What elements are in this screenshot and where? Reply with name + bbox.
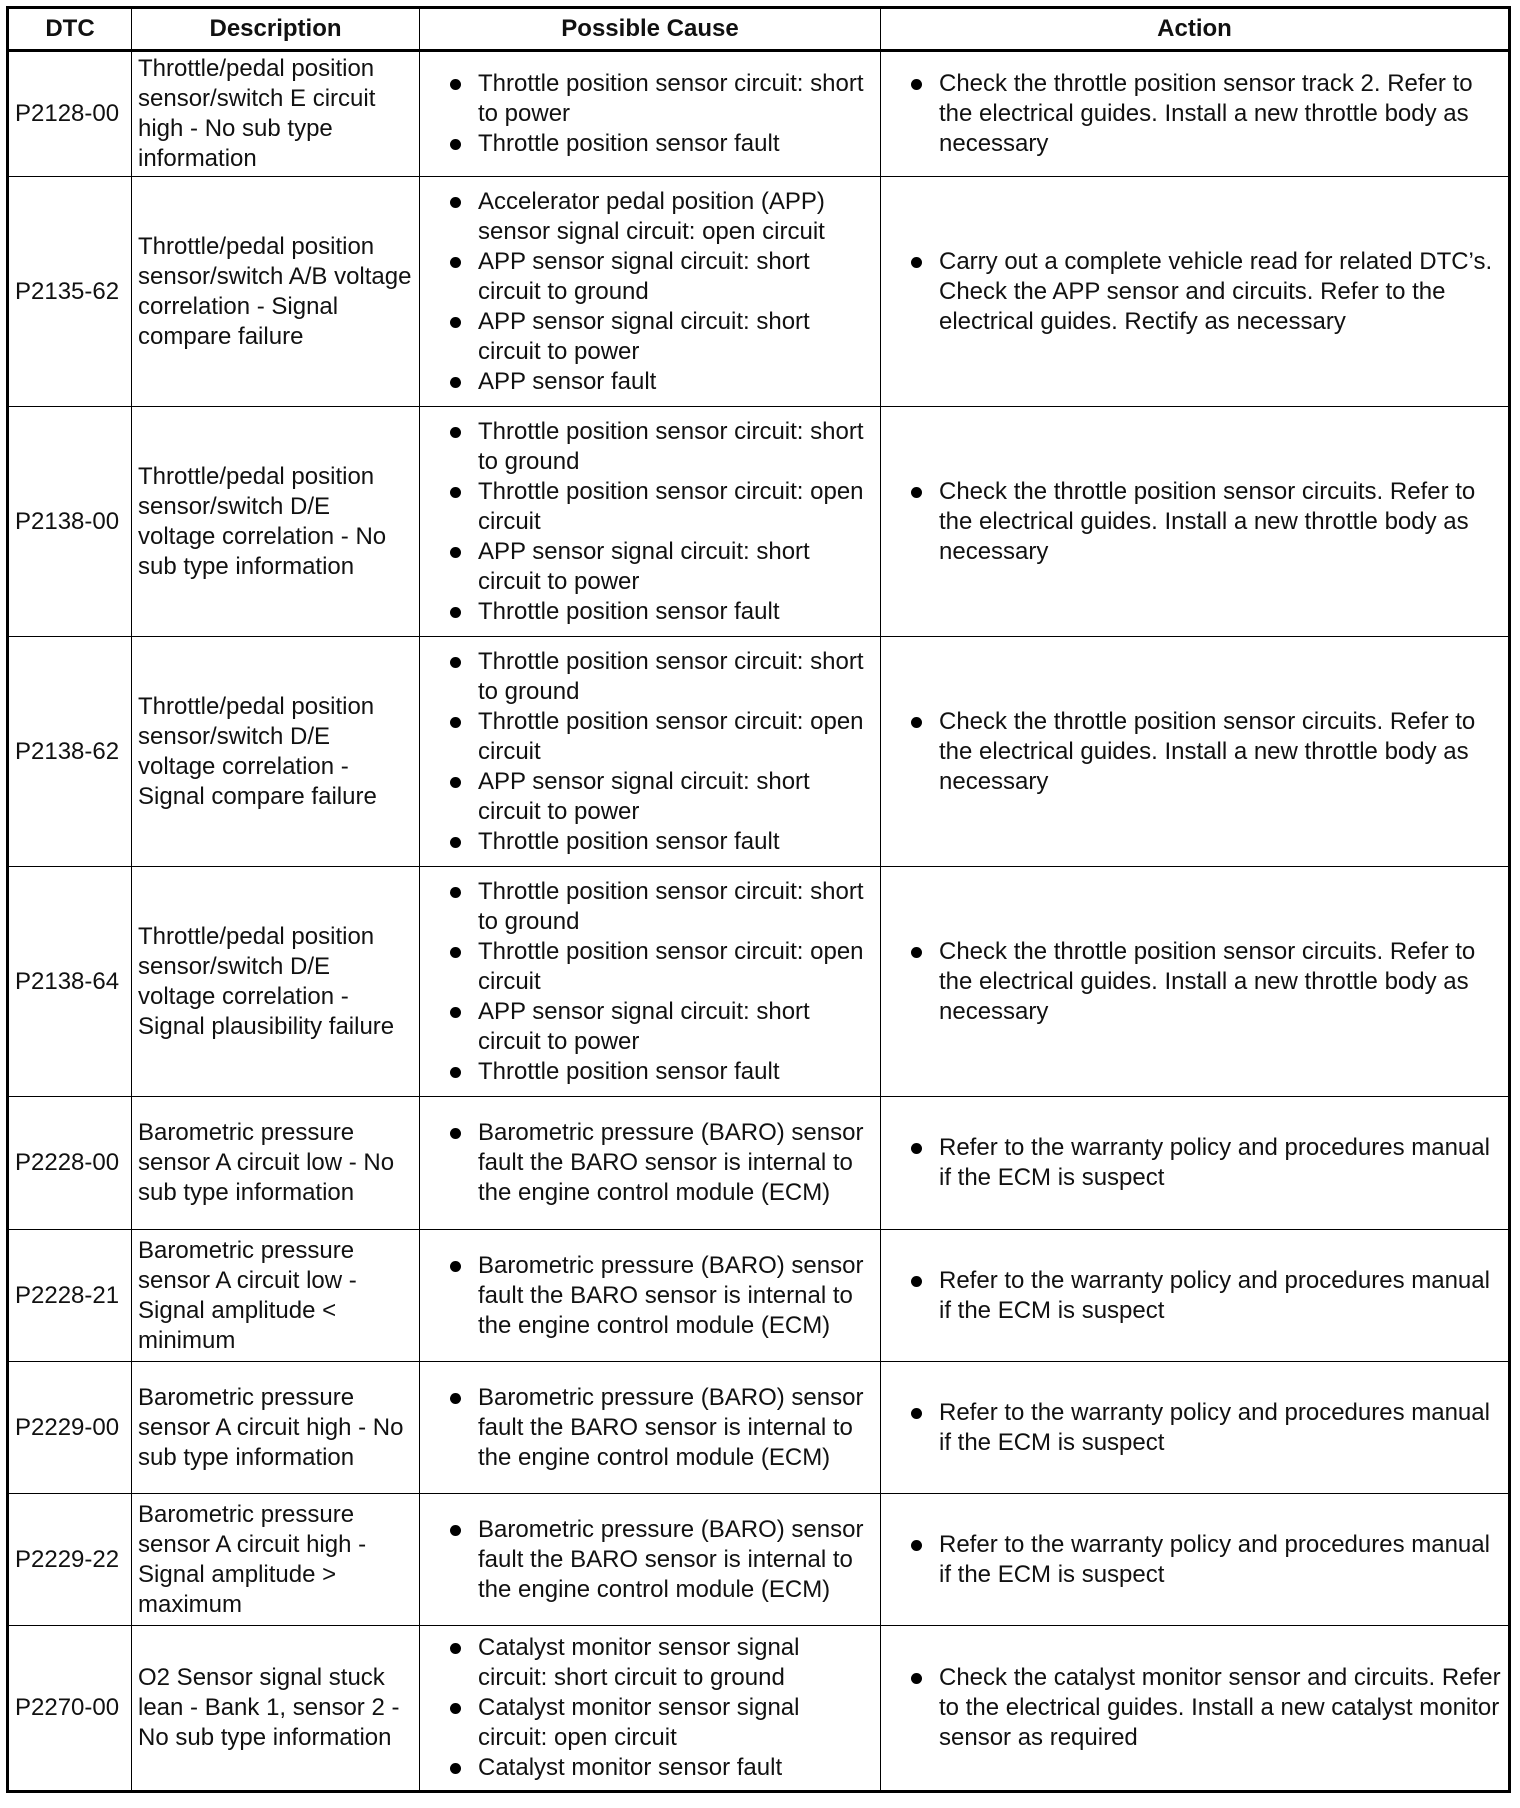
possible-causes xyxy=(420,1362,881,1494)
dtc-description: Barometric pressure sensor A circuit high - Signal amplitude > maximum xyxy=(132,1494,420,1626)
cause-item: Barometric pressure (BARO) sensor fault the BARO sensor is internal to the engine control module (ECM) xyxy=(426,1383,874,1473)
actions xyxy=(881,1230,1510,1362)
header-dtc: DTC xyxy=(8,8,132,51)
cause-item: Catalyst monitor sensor signal circuit: open circuit xyxy=(426,1693,874,1753)
action-item: Refer to the warranty policy and procedures manual if the ECM is suspect xyxy=(887,1398,1502,1458)
cause-item: Throttle position sensor circuit: short to power xyxy=(426,69,874,129)
dtc-code: P2138-64 xyxy=(8,867,132,1097)
cause-item: Accelerator pedal position (APP) sensor signal circuit: open circuit xyxy=(426,187,874,247)
table-row xyxy=(8,637,1510,867)
cause-item: APP sensor signal circuit: short circuit to power xyxy=(426,767,874,827)
possible-causes xyxy=(420,407,881,637)
dtc-code: P2138-00 xyxy=(8,407,132,637)
action-item: Check the throttle position sensor circuits. Refer to the electrical guides. Install a new throttle body as necessary xyxy=(887,707,1502,797)
dtc-description: O2 Sensor signal stuck lean - Bank 1, sensor 2 - No sub type information xyxy=(132,1626,420,1792)
cause-item: APP sensor fault xyxy=(426,367,874,397)
cause-list xyxy=(426,1515,874,1605)
possible-causes xyxy=(420,1097,881,1230)
cause-list xyxy=(426,1383,874,1473)
cause-item: Barometric pressure (BARO) sensor fault the BARO sensor is internal to the engine control module (ECM) xyxy=(426,1515,874,1605)
action-item: Carry out a complete vehicle read for related DTC’s. Check the APP sensor and circuits. Refer to the electrical guides. Rectify as necessary xyxy=(887,247,1502,337)
table-row xyxy=(8,1626,1510,1792)
table-row xyxy=(8,1097,1510,1230)
cause-list xyxy=(426,69,874,159)
cause-item: Catalyst monitor sensor fault xyxy=(426,1753,874,1783)
actions xyxy=(881,867,1510,1097)
table-row xyxy=(8,1230,1510,1362)
dtc-description: Throttle/pedal position sensor/switch D/E voltage correlation - No sub type information xyxy=(132,407,420,637)
table-body xyxy=(8,51,1510,1792)
actions xyxy=(881,1362,1510,1494)
action-item: Refer to the warranty policy and procedures manual if the ECM is suspect xyxy=(887,1530,1502,1590)
header-description: Description xyxy=(132,8,420,51)
dtc-code: P2270-00 xyxy=(8,1626,132,1792)
table-row xyxy=(8,1494,1510,1626)
action-list xyxy=(887,1133,1502,1193)
table-row xyxy=(8,407,1510,637)
header-row xyxy=(8,8,1510,51)
possible-causes xyxy=(420,1626,881,1792)
cause-item: Throttle position sensor fault xyxy=(426,827,874,857)
actions xyxy=(881,1097,1510,1230)
actions xyxy=(881,177,1510,407)
cause-item: Throttle position sensor circuit: open circuit xyxy=(426,707,874,767)
action-item: Check the catalyst monitor sensor and circuits. Refer to the electrical guides. Install a new catalyst monitor sensor as required xyxy=(887,1663,1502,1753)
possible-causes xyxy=(420,177,881,407)
cause-item: APP sensor signal circuit: short circuit to power xyxy=(426,997,874,1057)
dtc-description: Throttle/pedal position sensor/switch E circuit high - No sub type information xyxy=(132,51,420,177)
cause-item: Throttle position sensor circuit: open circuit xyxy=(426,937,874,997)
cause-item: APP sensor signal circuit: short circuit to ground xyxy=(426,247,874,307)
dtc-description: Barometric pressure sensor A circuit high - No sub type information xyxy=(132,1362,420,1494)
dtc-description: Barometric pressure sensor A circuit low - No sub type information xyxy=(132,1097,420,1230)
possible-causes xyxy=(420,1494,881,1626)
cause-list xyxy=(426,187,874,397)
action-list xyxy=(887,69,1502,159)
cause-list xyxy=(426,1251,874,1341)
cause-item: Throttle position sensor fault xyxy=(426,129,874,159)
cause-list xyxy=(426,877,874,1087)
dtc-code: P2128-00 xyxy=(8,51,132,177)
actions xyxy=(881,637,1510,867)
dtc-code: P2135-62 xyxy=(8,177,132,407)
cause-item: Throttle position sensor fault xyxy=(426,1057,874,1087)
table-row xyxy=(8,1362,1510,1494)
action-list xyxy=(887,707,1502,797)
actions xyxy=(881,51,1510,177)
dtc-description: Throttle/pedal position sensor/switch D/E voltage correlation - Signal plausibility failure xyxy=(132,867,420,1097)
actions xyxy=(881,1494,1510,1626)
header-possible-cause: Possible Cause xyxy=(420,8,881,51)
dtc-code: P2228-21 xyxy=(8,1230,132,1362)
action-list xyxy=(887,477,1502,567)
table-row xyxy=(8,177,1510,407)
possible-causes xyxy=(420,1230,881,1362)
table-row xyxy=(8,867,1510,1097)
action-list xyxy=(887,1530,1502,1590)
actions xyxy=(881,407,1510,637)
table-row xyxy=(8,51,1510,177)
cause-item: Throttle position sensor circuit: short to ground xyxy=(426,647,874,707)
cause-item: Throttle position sensor circuit: open circuit xyxy=(426,477,874,537)
cause-item: Throttle position sensor circuit: short to ground xyxy=(426,877,874,937)
cause-list xyxy=(426,647,874,857)
header-action: Action xyxy=(881,8,1510,51)
dtc-code: P2229-00 xyxy=(8,1362,132,1494)
dtc-table xyxy=(6,6,1511,1793)
dtc-description: Throttle/pedal position sensor/switch D/E voltage correlation - Signal compare failure xyxy=(132,637,420,867)
possible-causes xyxy=(420,637,881,867)
cause-item: Barometric pressure (BARO) sensor fault the BARO sensor is internal to the engine control module (ECM) xyxy=(426,1251,874,1341)
action-list xyxy=(887,937,1502,1027)
action-item: Refer to the warranty policy and procedures manual if the ECM is suspect xyxy=(887,1266,1502,1326)
dtc-code: P2138-62 xyxy=(8,637,132,867)
cause-item: Throttle position sensor circuit: short to ground xyxy=(426,417,874,477)
action-item: Check the throttle position sensor track 2. Refer to the electrical guides. Install a new throttle body as necessary xyxy=(887,69,1502,159)
dtc-description: Throttle/pedal position sensor/switch A/B voltage correlation - Signal compare failure xyxy=(132,177,420,407)
possible-causes xyxy=(420,51,881,177)
possible-causes xyxy=(420,867,881,1097)
cause-list xyxy=(426,1118,874,1208)
action-list xyxy=(887,1266,1502,1326)
cause-list xyxy=(426,417,874,627)
cause-item: APP sensor signal circuit: short circuit to power xyxy=(426,537,874,597)
cause-item: APP sensor signal circuit: short circuit to power xyxy=(426,307,874,367)
action-list xyxy=(887,1663,1502,1753)
cause-item: Barometric pressure (BARO) sensor fault the BARO sensor is internal to the engine control module (ECM) xyxy=(426,1118,874,1208)
action-item: Check the throttle position sensor circuits. Refer to the electrical guides. Install a new throttle body as necessary xyxy=(887,477,1502,567)
dtc-code: P2229-22 xyxy=(8,1494,132,1626)
cause-item: Catalyst monitor sensor signal circuit: short circuit to ground xyxy=(426,1633,874,1693)
cause-item: Throttle position sensor fault xyxy=(426,597,874,627)
cause-list xyxy=(426,1633,874,1783)
action-list xyxy=(887,1398,1502,1458)
action-item: Refer to the warranty policy and procedures manual if the ECM is suspect xyxy=(887,1133,1502,1193)
dtc-description: Barometric pressure sensor A circuit low - Signal amplitude < minimum xyxy=(132,1230,420,1362)
action-list xyxy=(887,247,1502,337)
action-item: Check the throttle position sensor circuits. Refer to the electrical guides. Install a new throttle body as necessary xyxy=(887,937,1502,1027)
dtc-code: P2228-00 xyxy=(8,1097,132,1230)
actions xyxy=(881,1626,1510,1792)
